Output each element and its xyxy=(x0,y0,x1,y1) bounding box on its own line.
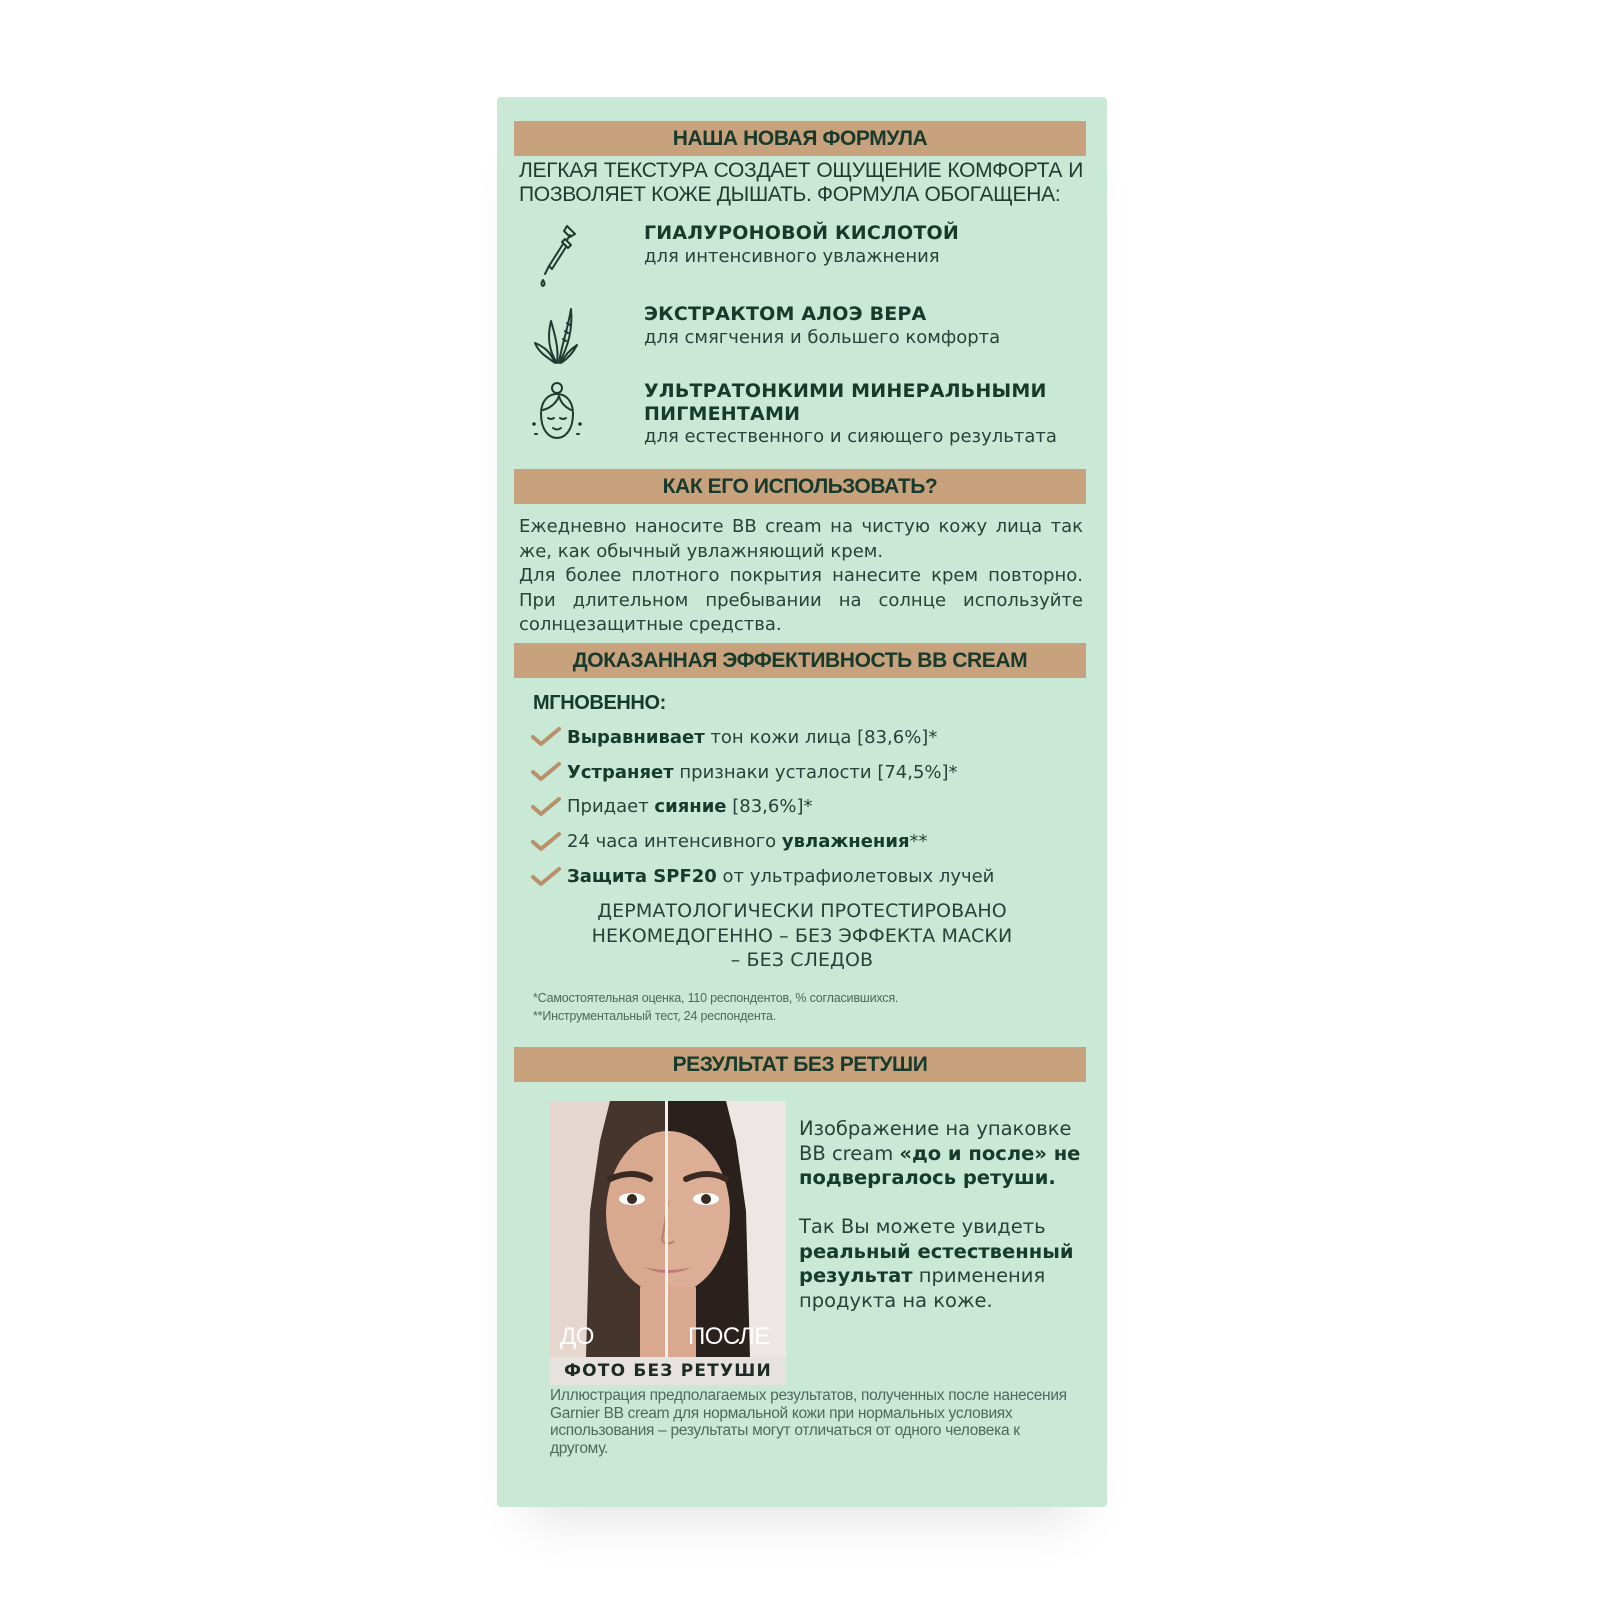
derm-line: ДЕРМАТОЛОГИЧЕСКИ ПРОТЕСТИРОВАНО xyxy=(597,900,1007,922)
ingredient-title: ГИАЛУРОНОВОЙ КИСЛОТОЙ xyxy=(644,222,959,244)
before-after-photo xyxy=(550,1101,786,1385)
claim-text: 24 часа интенсивного увлажнения** xyxy=(567,831,928,853)
footnote: *Самостоятельная оценка, 110 респондентов, % согласившихся. xyxy=(533,991,899,1005)
footnotes xyxy=(533,989,1093,1025)
after-label: ПОСЛЕ xyxy=(688,1323,770,1350)
claim-item xyxy=(531,755,1091,790)
derm-line: – БЕЗ СЛЕДОВ xyxy=(730,949,874,971)
ingredient-item xyxy=(527,380,1087,470)
derm-line: НЕКОМЕДОГЕННО – БЕЗ ЭФФЕКТА МАСКИ xyxy=(591,924,1013,947)
claim-text: Устраняет признаки усталости [74,5%]* xyxy=(567,761,958,783)
ingredient-title: УЛЬТРАТОНКИМИ МИНЕРАЛЬНЫМИ ПИГМЕНТАМИ xyxy=(644,380,1047,425)
claim-text: Выравнивает тон кожи лица [83,6%]* xyxy=(567,726,938,748)
claim-text: Защита SPF20 от ультрафиолетовых лучей xyxy=(567,866,995,888)
dermatology-statement xyxy=(517,899,1087,973)
ingredient-title: ЭКСТРАКТОМ АЛОЭ ВЕРА xyxy=(644,303,927,325)
ingredient-subtitle: для интенсивного увлажнения xyxy=(644,246,940,267)
section-title: КАК ЕГО ИСПОЛЬЗОВАТЬ? xyxy=(662,474,938,498)
claim-item xyxy=(531,859,1091,894)
checkmark-icon xyxy=(531,866,561,888)
result-paragraph: Изображение на упаковке BB cream «до и после» не подвергалось ретуши. xyxy=(799,1117,1081,1189)
formula-intro: ЛЕГКАЯ ТЕКСТУРА СОЗДАЕТ ОЩУЩЕНИЕ КОМФОРТА И ПОЗВОЛЯЕТ КОЖЕ ДЫШАТЬ. ФОРМУЛА ОБОГАЩЕНА: xyxy=(519,159,1083,206)
section-header-result xyxy=(514,1047,1086,1082)
result-disclaimer: Иллюстрация предполагаемых результатов, полученных после нанесения Garnier BB cream для нормальной кожи при нормальных условиях использования – результаты могут отличаться от одного человека к другому. xyxy=(550,1387,1067,1457)
checkmark-icon xyxy=(531,796,561,818)
section-title: ДОКАЗАННАЯ ЭФФЕКТИВНОСТЬ BB CREAM xyxy=(572,648,1028,672)
claim-item xyxy=(531,790,1091,825)
claim-item xyxy=(531,824,1091,859)
checkmark-icon xyxy=(531,761,561,783)
claims-list xyxy=(531,720,1091,894)
face-icon xyxy=(527,380,587,450)
aloe-icon xyxy=(527,303,587,373)
footnote: **Инструментальный тест, 24 респондента. xyxy=(533,1009,777,1023)
section-header-usage xyxy=(514,469,1086,504)
section-title: НАША НОВАЯ ФОРМУЛА xyxy=(672,126,928,150)
photo-divider xyxy=(665,1101,668,1357)
usage-text xyxy=(519,515,1083,638)
before-label: ДО xyxy=(560,1323,594,1350)
claim-text: Придает сияние [83,6%]* xyxy=(567,796,813,818)
usage-paragraph: Для более плотного покрытия нанесите крем повторно. При длительном пребывании на солнце используйте солнцезащитные средства. xyxy=(519,565,1083,635)
section-title: РЕЗУЛЬТАТ БЕЗ РЕТУШИ xyxy=(672,1052,928,1076)
usage-paragraph: Ежедневно наносите BB cream на чистую кожу лица так же, как обычный увлажняющий крем. xyxy=(519,516,1083,562)
ingredient-subtitle: для естественного и сияющего результата xyxy=(644,426,1057,447)
section-header-formula xyxy=(514,121,1086,156)
ingredient-item xyxy=(527,222,1087,312)
product-info-panel xyxy=(497,97,1107,1507)
checkmark-icon xyxy=(531,726,561,748)
instant-label: МГНОВЕННО: xyxy=(533,692,666,714)
ingredient-subtitle: для смягчения и большего комфорта xyxy=(644,327,1001,348)
result-paragraph: Так Вы можете увидеть реальный естественный результат применения продукта на коже. xyxy=(799,1215,1074,1312)
claim-item xyxy=(531,720,1091,755)
photo-badge: ФОТО БЕЗ РЕТУШИ xyxy=(550,1357,786,1385)
result-text xyxy=(799,1117,1089,1313)
section-header-efficacy xyxy=(514,643,1086,678)
dropper-icon xyxy=(527,222,587,292)
face-illustration xyxy=(550,1101,786,1357)
checkmark-icon xyxy=(531,831,561,853)
